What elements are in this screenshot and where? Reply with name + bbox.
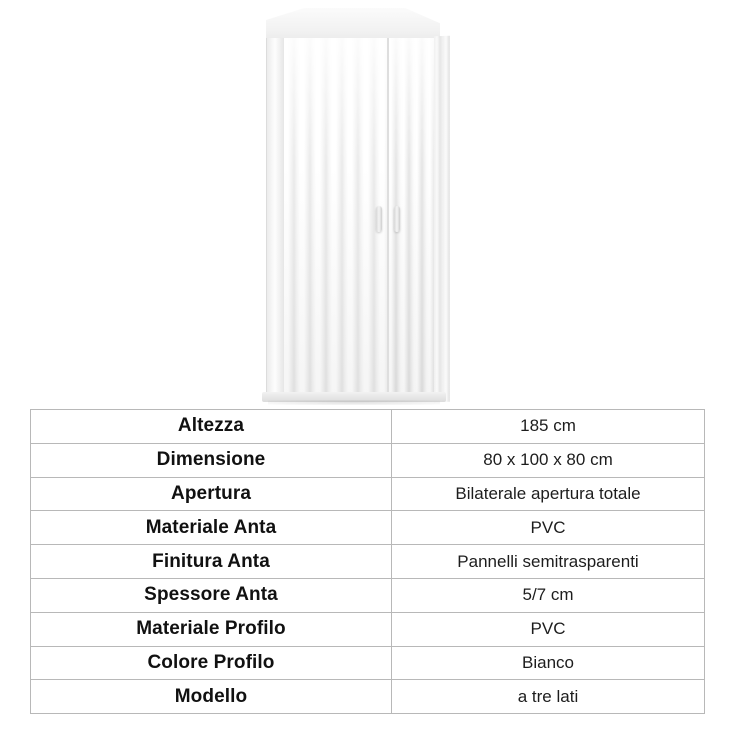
table-row	[31, 477, 705, 511]
spec-label: Materiale Anta	[31, 511, 392, 545]
spec-label: Dimensione	[31, 443, 392, 477]
table-row	[31, 545, 705, 579]
door-handle-right	[394, 206, 400, 232]
spec-value: 80 x 100 x 80 cm	[392, 443, 705, 477]
spec-value: a tre lati	[392, 680, 705, 714]
door-handle-left	[376, 206, 382, 232]
specifications-table	[30, 409, 705, 714]
enclosure-drop-shadow	[268, 400, 440, 405]
pleat-pattern-left	[284, 38, 388, 400]
spec-value: Bilaterale apertura totale	[392, 477, 705, 511]
folding-door-left-leaf	[284, 38, 388, 400]
table-row	[31, 511, 705, 545]
spec-value: 185 cm	[392, 410, 705, 444]
door-center-seam	[387, 38, 389, 400]
shower-enclosure-illustration	[258, 8, 448, 400]
spec-label: Altezza	[31, 410, 392, 444]
table-row	[31, 443, 705, 477]
spec-label: Finitura Anta	[31, 545, 392, 579]
table-row	[31, 612, 705, 646]
spec-label: Spessore Anta	[31, 578, 392, 612]
enclosure-left-profile	[266, 38, 286, 400]
spec-value: Bianco	[392, 646, 705, 680]
spec-value: Pannelli semitrasparenti	[392, 545, 705, 579]
spec-label: Materiale Profilo	[31, 612, 392, 646]
spec-label: Apertura	[31, 477, 392, 511]
table-row	[31, 680, 705, 714]
spec-label: Modello	[31, 680, 392, 714]
table-row	[31, 646, 705, 680]
specifications-table-body	[31, 410, 705, 714]
table-row	[31, 410, 705, 444]
spec-value: 5/7 cm	[392, 578, 705, 612]
spec-value: PVC	[392, 612, 705, 646]
table-row	[31, 578, 705, 612]
enclosure-side-panel	[434, 36, 450, 402]
spec-value: PVC	[392, 511, 705, 545]
spec-label: Colore Profilo	[31, 646, 392, 680]
